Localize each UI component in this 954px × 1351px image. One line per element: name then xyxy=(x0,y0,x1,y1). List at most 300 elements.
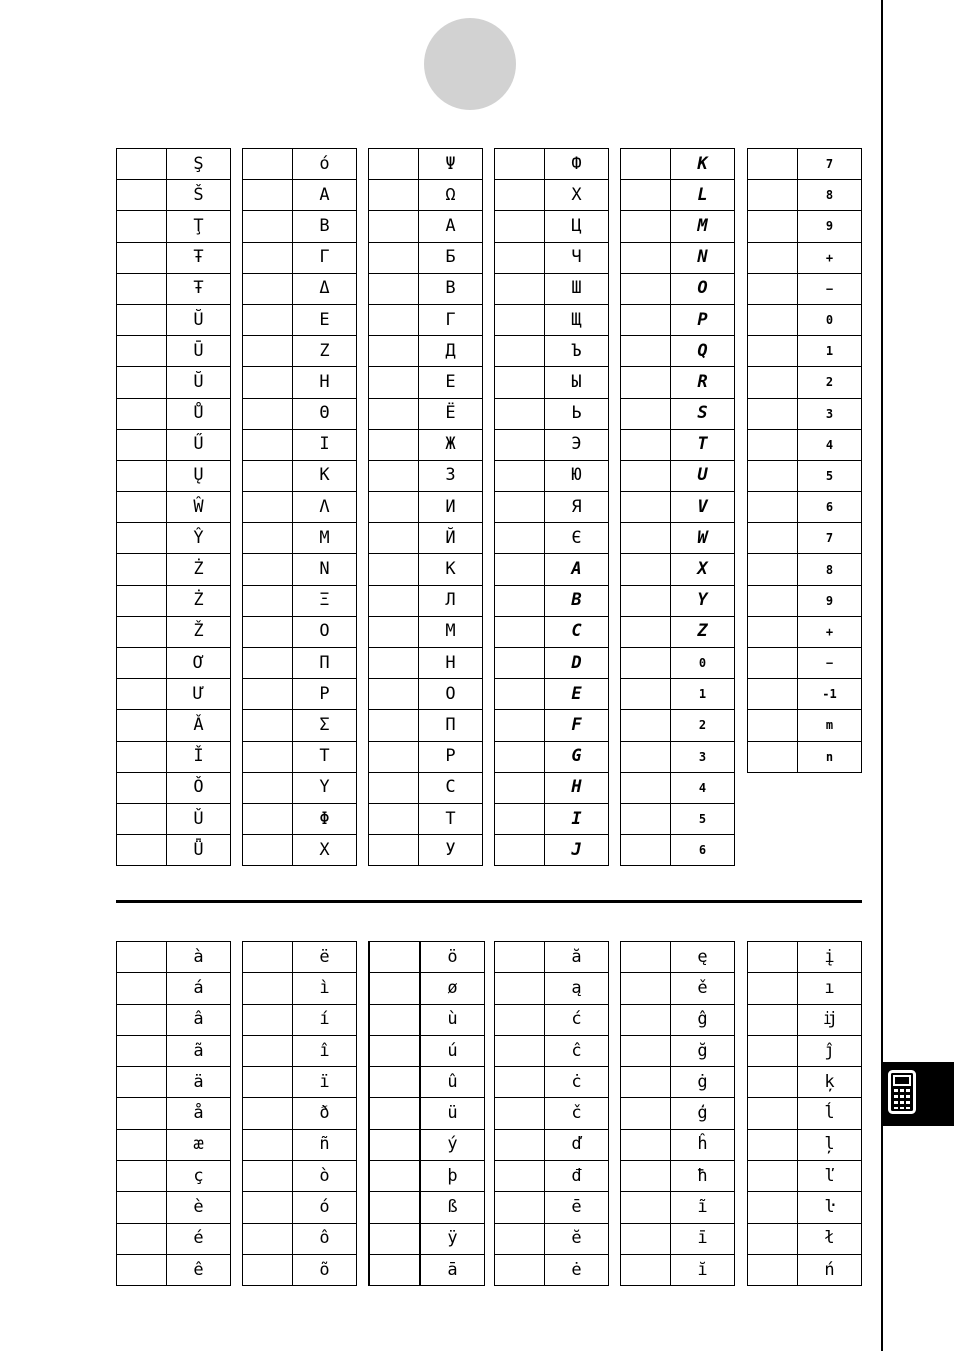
table-row xyxy=(369,429,483,460)
table-row xyxy=(369,1161,485,1192)
character-cell: ģ xyxy=(671,1098,735,1129)
table-row xyxy=(621,942,735,973)
code-cell xyxy=(243,304,293,335)
code-cell xyxy=(369,211,419,242)
code-cell xyxy=(369,149,419,180)
character-cell: Ū xyxy=(167,336,231,367)
code-cell xyxy=(621,973,671,1004)
char-table xyxy=(747,148,862,773)
table-row xyxy=(243,304,357,335)
code-cell xyxy=(117,367,167,398)
table-row xyxy=(495,741,609,772)
character-cell: Ь xyxy=(545,398,609,429)
code-cell xyxy=(369,523,419,554)
char-table xyxy=(368,941,485,1286)
table-row xyxy=(748,429,862,460)
character-cell: ĭ xyxy=(671,1254,735,1285)
character-cell: Х xyxy=(545,180,609,211)
table-row xyxy=(243,273,357,304)
code-cell xyxy=(369,710,419,741)
code-cell xyxy=(369,180,419,211)
code-cell xyxy=(495,942,545,973)
code-cell xyxy=(748,1161,798,1192)
character-cell: ă xyxy=(545,942,609,973)
code-cell xyxy=(117,1035,167,1066)
code-cell xyxy=(621,710,671,741)
code-cell xyxy=(117,1192,167,1223)
table-row xyxy=(243,772,357,803)
code-cell xyxy=(243,211,293,242)
table-row xyxy=(243,242,357,273)
code-cell xyxy=(243,710,293,741)
code-cell xyxy=(748,523,798,554)
character-cell: Ж xyxy=(419,429,483,460)
table-row xyxy=(117,180,231,211)
code-cell xyxy=(621,772,671,803)
code-cell xyxy=(369,554,419,585)
code-cell xyxy=(621,803,671,834)
table-row xyxy=(243,803,357,834)
code-cell xyxy=(117,1254,167,1285)
character-cell: К xyxy=(419,554,483,585)
code-cell xyxy=(495,149,545,180)
character-cell: Я xyxy=(545,492,609,523)
table-row xyxy=(117,710,231,741)
code-cell xyxy=(369,835,419,866)
code-cell xyxy=(748,460,798,491)
table-row xyxy=(748,336,862,367)
table-row xyxy=(495,772,609,803)
table-row xyxy=(621,149,735,180)
char-table xyxy=(242,148,357,866)
table-row xyxy=(243,1004,357,1035)
table-row xyxy=(495,1129,609,1160)
character-cell: A xyxy=(545,554,609,585)
table-row xyxy=(748,1067,862,1098)
code-cell xyxy=(369,242,419,273)
character-cell: Ž xyxy=(167,616,231,647)
character-cell: Ё xyxy=(419,398,483,429)
code-cell xyxy=(369,460,419,491)
table-row xyxy=(243,429,357,460)
code-cell xyxy=(369,304,419,335)
character-cell: ń xyxy=(798,1254,862,1285)
code-cell xyxy=(117,1129,167,1160)
character-cell: ĕ xyxy=(545,1223,609,1254)
code-cell xyxy=(748,273,798,304)
table-row xyxy=(748,1192,862,1223)
code-cell xyxy=(117,304,167,335)
character-cell: ī xyxy=(671,1223,735,1254)
character-cell: Ω xyxy=(419,180,483,211)
character-cell: ð xyxy=(293,1098,357,1129)
table-row xyxy=(621,1004,735,1035)
character-cell: Ы xyxy=(545,367,609,398)
table-row xyxy=(369,942,485,973)
table-row xyxy=(369,973,485,1004)
code-cell xyxy=(369,741,419,772)
character-cell: ł xyxy=(798,1223,862,1254)
code-cell xyxy=(621,1161,671,1192)
code-cell xyxy=(243,835,293,866)
table-row xyxy=(748,149,862,180)
code-cell xyxy=(243,741,293,772)
character-cell: Ǖ xyxy=(167,835,231,866)
character-cell: Ţ xyxy=(167,211,231,242)
table-row xyxy=(495,1223,609,1254)
character-cell: ċ xyxy=(545,1067,609,1098)
table-row xyxy=(243,1035,357,1066)
code-cell xyxy=(495,304,545,335)
table-row xyxy=(748,710,862,741)
table-row xyxy=(369,1004,485,1035)
table-row xyxy=(243,523,357,554)
table-row xyxy=(748,180,862,211)
code-cell xyxy=(621,554,671,585)
table-row xyxy=(621,336,735,367)
character-cell: Ů xyxy=(167,398,231,429)
code-cell xyxy=(495,835,545,866)
table-row xyxy=(748,460,862,491)
table-row xyxy=(495,429,609,460)
code-cell xyxy=(621,180,671,211)
table-row xyxy=(369,710,483,741)
table-row xyxy=(117,616,231,647)
character-cell: æ xyxy=(167,1129,231,1160)
character-cell: 6 xyxy=(671,835,735,866)
character-cell: P xyxy=(671,304,735,335)
char-table xyxy=(116,148,231,866)
character-cell: ľ xyxy=(798,1161,862,1192)
character-cell: Ŧ xyxy=(167,273,231,304)
character-cell: 2 xyxy=(671,710,735,741)
char-table xyxy=(620,941,735,1286)
character-cell: − xyxy=(798,648,862,679)
character-cell: Ǎ xyxy=(167,710,231,741)
code-cell xyxy=(748,304,798,335)
code-cell xyxy=(621,367,671,398)
code-cell xyxy=(369,679,419,710)
code-cell xyxy=(369,398,419,429)
code-cell xyxy=(748,973,798,1004)
code-cell xyxy=(243,1161,293,1192)
character-cell: Д xyxy=(419,336,483,367)
side-tab xyxy=(883,1062,954,1126)
character-cell: ŀ xyxy=(798,1192,862,1223)
table-row xyxy=(117,492,231,523)
table-row xyxy=(495,803,609,834)
table-row xyxy=(495,1254,609,1285)
code-cell xyxy=(748,398,798,429)
code-cell xyxy=(621,429,671,460)
table-row xyxy=(621,679,735,710)
code-cell xyxy=(748,1223,798,1254)
code-cell xyxy=(495,429,545,460)
character-cell: å xyxy=(167,1098,231,1129)
table-row xyxy=(117,585,231,616)
table-row xyxy=(495,554,609,585)
character-cell: í xyxy=(293,1004,357,1035)
character-cell: ē xyxy=(545,1192,609,1223)
character-cell: ñ xyxy=(293,1129,357,1160)
character-cell: Φ xyxy=(293,803,357,834)
table-row xyxy=(243,973,357,1004)
code-cell xyxy=(495,460,545,491)
character-cell: J xyxy=(545,835,609,866)
character-cell: Σ xyxy=(293,710,357,741)
table-row xyxy=(495,460,609,491)
code-cell xyxy=(243,616,293,647)
table-row xyxy=(243,180,357,211)
character-cell: ό xyxy=(293,149,357,180)
character-cell: Ư xyxy=(167,679,231,710)
code-cell xyxy=(621,1192,671,1223)
code-cell xyxy=(117,1098,167,1129)
character-cell: ù xyxy=(420,1004,485,1035)
character-cell: ļ xyxy=(798,1129,862,1160)
character-cell: Ю xyxy=(545,460,609,491)
code-cell xyxy=(748,741,798,772)
table-row xyxy=(748,942,862,973)
table-row xyxy=(243,648,357,679)
code-cell xyxy=(243,460,293,491)
character-cell: ò xyxy=(293,1161,357,1192)
code-cell xyxy=(369,1223,420,1254)
code-cell xyxy=(495,554,545,585)
character-cell: Π xyxy=(293,648,357,679)
character-cell: ġ xyxy=(671,1067,735,1098)
character-cell: Η xyxy=(293,367,357,398)
table-row xyxy=(495,242,609,273)
code-cell xyxy=(369,648,419,679)
character-cell: 5 xyxy=(798,460,862,491)
table-row xyxy=(621,741,735,772)
character-cell: 0 xyxy=(798,304,862,335)
character-cell: Ο xyxy=(293,616,357,647)
character-cell: đ xyxy=(545,1161,609,1192)
code-cell xyxy=(117,1067,167,1098)
character-cell: ą xyxy=(545,973,609,1004)
code-cell xyxy=(243,1067,293,1098)
table-row xyxy=(117,973,231,1004)
table-row xyxy=(621,803,735,834)
table-row xyxy=(495,616,609,647)
character-cell: ü xyxy=(420,1098,485,1129)
character-cell: ê xyxy=(167,1254,231,1285)
table-row xyxy=(369,367,483,398)
code-cell xyxy=(495,1192,545,1223)
code-cell xyxy=(369,1004,420,1035)
table-row xyxy=(369,149,483,180)
character-cell: + xyxy=(798,242,862,273)
table-row xyxy=(621,180,735,211)
code-cell xyxy=(117,398,167,429)
table-row xyxy=(748,304,862,335)
code-cell xyxy=(621,460,671,491)
code-cell xyxy=(243,554,293,585)
character-cell: R xyxy=(671,367,735,398)
table-row xyxy=(621,398,735,429)
code-cell xyxy=(243,585,293,616)
character-cell: Й xyxy=(419,523,483,554)
table-row xyxy=(243,741,357,772)
table-row xyxy=(243,1098,357,1129)
table-row xyxy=(748,1254,862,1285)
character-cell: Ż xyxy=(167,585,231,616)
code-cell xyxy=(495,679,545,710)
code-cell xyxy=(621,304,671,335)
code-cell xyxy=(621,1223,671,1254)
code-cell xyxy=(495,803,545,834)
character-cell: Ν xyxy=(293,554,357,585)
code-cell xyxy=(369,492,419,523)
table-row xyxy=(369,1192,485,1223)
code-cell xyxy=(621,1035,671,1066)
character-cell: Ζ xyxy=(293,336,357,367)
character-cell: ÿ xyxy=(420,1223,485,1254)
table-row xyxy=(117,429,231,460)
code-cell xyxy=(495,398,545,429)
table-row xyxy=(495,1161,609,1192)
character-cell: Κ xyxy=(293,460,357,491)
table-row xyxy=(748,679,862,710)
character-cell: H xyxy=(545,772,609,803)
character-cell: U xyxy=(671,460,735,491)
character-cell: Ε xyxy=(293,304,357,335)
table-row xyxy=(495,523,609,554)
table-row xyxy=(495,367,609,398)
character-cell: ĥ xyxy=(671,1129,735,1160)
code-cell xyxy=(117,523,167,554)
code-cell xyxy=(621,242,671,273)
character-cell: ë xyxy=(293,942,357,973)
table-row xyxy=(495,398,609,429)
character-cell: ĉ xyxy=(545,1035,609,1066)
code-cell xyxy=(495,1223,545,1254)
code-cell xyxy=(621,942,671,973)
character-cell: à xyxy=(167,942,231,973)
code-cell xyxy=(243,398,293,429)
code-cell xyxy=(748,492,798,523)
character-cell: ķ xyxy=(798,1067,862,1098)
character-cell: Р xyxy=(419,741,483,772)
table-row xyxy=(495,1192,609,1223)
table-row xyxy=(621,304,735,335)
table-row xyxy=(748,1129,862,1160)
character-cell: þ xyxy=(420,1161,485,1192)
calculator-icon xyxy=(888,1070,916,1114)
character-cell: Θ xyxy=(293,398,357,429)
character-cell: 7 xyxy=(798,523,862,554)
character-cell: F xyxy=(545,710,609,741)
character-cell: 0 xyxy=(671,648,735,679)
character-cell: ħ xyxy=(671,1161,735,1192)
code-cell xyxy=(243,492,293,523)
code-cell xyxy=(621,523,671,554)
table-row xyxy=(748,523,862,554)
table-row xyxy=(495,273,609,304)
code-cell xyxy=(117,492,167,523)
code-cell xyxy=(243,180,293,211)
table-row xyxy=(117,523,231,554)
table-row xyxy=(748,616,862,647)
table-row xyxy=(243,460,357,491)
code-cell xyxy=(243,973,293,1004)
code-cell xyxy=(369,336,419,367)
character-cell: ĺ xyxy=(798,1098,862,1129)
character-cell: á xyxy=(167,973,231,1004)
code-cell xyxy=(495,616,545,647)
code-cell xyxy=(117,1161,167,1192)
code-cell xyxy=(243,1129,293,1160)
table-row xyxy=(117,304,231,335)
character-cell: D xyxy=(545,648,609,679)
table-row xyxy=(748,973,862,1004)
table-row xyxy=(495,585,609,616)
code-cell xyxy=(117,1223,167,1254)
character-cell: + xyxy=(798,616,862,647)
code-cell xyxy=(621,648,671,679)
character-cell: Ż xyxy=(167,554,231,585)
character-cell: ĳ xyxy=(798,1004,862,1035)
character-cell: П xyxy=(419,710,483,741)
table-row xyxy=(621,1067,735,1098)
table-row xyxy=(621,585,735,616)
code-cell xyxy=(117,149,167,180)
code-cell xyxy=(117,429,167,460)
table-row xyxy=(369,1035,485,1066)
character-cell: Ǔ xyxy=(167,803,231,834)
character-cell: ã xyxy=(167,1035,231,1066)
table-row xyxy=(369,492,483,523)
table-row xyxy=(495,304,609,335)
table-row xyxy=(243,1254,357,1285)
character-cell: O xyxy=(671,273,735,304)
character-cell: Ŭ xyxy=(167,304,231,335)
code-cell xyxy=(369,1254,420,1285)
char-table xyxy=(242,941,357,1286)
table-row xyxy=(621,1035,735,1066)
code-cell xyxy=(369,585,419,616)
code-cell xyxy=(748,180,798,211)
character-cell: 9 xyxy=(798,211,862,242)
table-row xyxy=(243,710,357,741)
table-row xyxy=(621,973,735,1004)
character-cell: Ơ xyxy=(167,648,231,679)
code-cell xyxy=(369,973,420,1004)
table-row xyxy=(621,554,735,585)
table-row xyxy=(495,648,609,679)
table-row xyxy=(369,554,483,585)
table-row xyxy=(369,772,483,803)
character-cell: ď xyxy=(545,1129,609,1160)
table-row xyxy=(117,149,231,180)
table-row xyxy=(243,1192,357,1223)
character-cell: ß xyxy=(420,1192,485,1223)
code-cell xyxy=(369,429,419,460)
table-row xyxy=(369,803,483,834)
character-cell: õ xyxy=(293,1254,357,1285)
character-cell: 3 xyxy=(671,741,735,772)
table-row xyxy=(495,973,609,1004)
table-row xyxy=(243,211,357,242)
table-row xyxy=(117,942,231,973)
table-row xyxy=(369,1067,485,1098)
code-cell xyxy=(369,942,420,973)
table-row xyxy=(621,1223,735,1254)
character-cell: ú xyxy=(420,1035,485,1066)
code-cell xyxy=(748,1067,798,1098)
